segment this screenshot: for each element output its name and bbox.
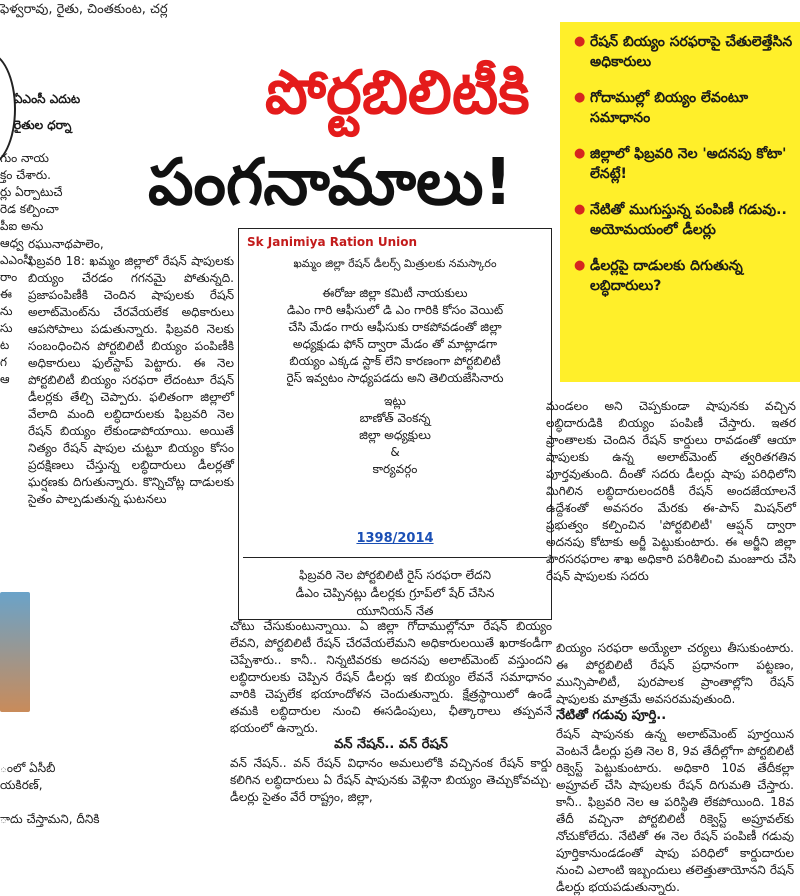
- side-story-frame: [0, 52, 16, 166]
- article-column-2-text: చోటు చేసుకుంటున్నాయి. ఏ జిల్లా గోదాముల్లోనూ రేషన్ బియ్యం లేవని, పోర్టబిలిటీ రేషన్ చేరవేయలేమని అధికారులయితే ఖరాకండీగా చెప్పేశారు.. కానీ.. నిన్నటివరకు అదనపు అలాట్‌మెంట్ వస్తుందని లబ్ధిదారులకు చెప్పిన రేషన్ డీలర్లు ఇక బియ్యం లేవనే సమాధానం వారికి చెప్పలేక భయాందోళన చెందుతున్నారు. క్షేత్రస్థాయిలో ఉండే తమకి లబ్ధిదారుల నుంచి ఈసడింపులు, ఛీత్కారాలు తప్పవనే భయంలో ఉన్నారు.: [230, 619, 552, 735]
- side-story-caption-line1: ఏఎంసీ ఎదుట: [14, 92, 81, 106]
- subheading-deadline: నేటితో గడువు పూర్తి..: [556, 708, 667, 723]
- highlight-item: ● డీలర్లపై దాడులకు దిగుతున్న లబ్ధిదారులు?: [574, 256, 794, 296]
- message-body: ఈరోజు జిల్లా కమిటీ నాయకులు డిఎం గారి ఆఫీసులో డి ఎం గారికి కోసం వెయిట్ చేసి మేడం గారు ఆఫీసుకు రాకపోవడంతో జిల్లా అధ్యక్షుడు ఫోన్ ద్వారా మేడం తో మాట్లాడగా బియ్యం ఎక్కడ స్టాక్ లేని కారణంగా పోర్టబిలిటీ రైస్ ఇవ్వటం సాధ్యపడదు అని తెలియజేసినారు: [286, 286, 504, 385]
- union-name: Sk Janimiya Ration Union: [247, 235, 418, 249]
- side-story-caption: [0, 62, 112, 158]
- message-caption: ఫిబ్రవరి నెల పోర్టబిలిటీ రైస్ సరఫరా లేదని డీఎం చెప్పినట్లు డీలర్లకు గ్రూప్‌లో షేర్ చేసిన యూనియన్ నేత: [243, 557, 547, 620]
- left-partial-column: గుం నాయ క్తం చేశారు. ర్లు ఏర్పాటుచే రెడ కల్పించా పీఐ అను ఆధ్వ ఎఎంసీ రాం ఈ ను సు ట గ ఆ: [0, 151, 63, 386]
- photo-partial: [0, 592, 30, 712]
- headline-line1: పోర్టబిలిటీకి: [265, 58, 530, 128]
- highlight-item: ● గోదాముల్లో బియ్యం లేవంటూ సమాధానం: [574, 88, 794, 128]
- side-story-caption-line2: రైతుల ధర్నా: [14, 118, 72, 132]
- message-signature: ఇట్లు బాణోత్ వెంకన్న జిల్లా అధ్యక్షులు & కార్యవర్గం: [359, 394, 431, 476]
- message-greeting: ఖమ్మం జిల్లా రేషన్ డీలర్స్ మిత్రులకు నమస్కారం: [293, 257, 497, 270]
- union-message-screenshot: [238, 228, 552, 620]
- article-column-3b: [556, 640, 794, 896]
- subheading-one-nation: వన్ నేషన్.. వన్ రేషన్: [334, 737, 448, 752]
- left-partial-column-bottom: ంలో ఏసీబీ యకిరణ్, ాదు చేస్తామని, దీనికి: [0, 761, 100, 826]
- headline-line2: పంగనామాలు!: [148, 146, 513, 220]
- union-registration-number: 1398/2014: [356, 531, 434, 546]
- highlights-list: [560, 22, 800, 296]
- article-column-3: మండలం అని చెప్పకుండా షాపునకు వచ్చిన లబ్ధిదారుడికి బియ్యం పంపిణీ చేస్తారు. ఇతర ప్రాంతాలకు చెందిన రేషన్ కార్డులు రావడంతో ఆయా షాపులకు ఉన్న అలాట్‌మెంట్ త్వరితగతిన పూర్తవుతుంది. దీంతో సదరు డీలర్లు షాపు పరిధిలోని మిగిలిన లబ్ధిదారులందరికీ రేషన్ అందజేయాలనే ఉద్దేశంతో అవసరం మేరకు ఈ-పాస్ మిషన్‌లో ప్రభుత్వం కల్పించిన 'పోర్టబిలిటీ' ఆప్షన్ ద్వారా అదనపు కోటాకు అర్జీ పెట్టుకుంటారు. ఈ అర్జీని జిల్లా పౌరసరఫరాల శాఖ అధికారి పరిశీలించి మంజూరు చేసి రేషన్ షాపులకు సదరు: [546, 399, 796, 583]
- top-partial-line: ఫెళ్వరావు, రైతు, చింతకుంట, చర్ల: [0, 2, 168, 17]
- article-column-3b-text: బియ్యం సరఫరా అయ్యేలా చర్యలు తీసుకుంటారు. ఈ పోర్టబిలిటీ రేషన్ ప్రధానంగా పట్టణం, మున్సిపాలిటీ, పురపాలక ప్రాంతాల్లోని రేషన్ షాపులకు మాత్రమే అవసరమవుతుంది.: [556, 641, 794, 706]
- article-column-3c-text: రేషన్ షాపునకు ఉన్న అలాట్‌మెంట్ పూర్తయిన వెంటనే డీలర్లు ప్రతి నెల 8, 9వ తేదీల్లోగా పోర్టబిలిటీ రిక్వెస్ట్ పెట్టుకుంటారు. అధికారి 10వ తేదీకల్లా అప్రూవల్ చేసి షాపులకు రేషన్ దిగుమతి చేస్తారు. కానీ.. ఫిబ్రవరి నెల ఆ పరిస్థితి లేకపోయింది. 18వ తేదీ వచ్చినా పోర్టబిలిటీ రిక్వెస్ట్ అప్రూవల్‌కు నోచుకోలేదు. నేటితో ఈ నెల రేషన్ పంపిణీ గడువు పూర్తికానుండడంతో షాపు పరిధిలో కార్డుదారుల నుంచి ఎలాంటి ఇబ్బందులు తలెత్తుతాయోనని రేషన్ డీలర్లు భయపడుతున్నారు.: [556, 727, 794, 894]
- article-column-1: రఘునాథపాలెం, ఫిబ్రవరి 18: ఖమ్మం జిల్లాలో రేషన్ షాపులకు బియ్యం చేరడం గగనమై పోతున్నది. ప్రజాపంపిణీకి చెందిన షాపులకు రేషన్ అలాట్‌మెంట్‌ను చేరవేయలేక అధికారులు ఆపసోపాలు పడుతున్నారు. ఫిబ్రవరి నెలకు సంబంధించిన పోర్టబిలిటీ బియ్యం పంపిణీకి అధికారులు ఫుల్‌స్టాప్ పెట్టారు. ఈ నెల పోర్టబిలిటీ బియ్యం సరఫరా లేదంటూ రేషన్ డీలర్లకు తేల్చి చెప్పారు. ఫలితంగా జిల్లాలో వేలాది మంది లబ్ధిదారులకు ఫిబ్రవరి నెల రేషన్ బియ్యం లేకుండాపోయాయి. అయితే నిత్యం రేషన్ షాపుల చుట్టూ బియ్యం కోసం ప్రదక్షిణలు చేస్తున్న లబ్ధిదారులు డీలర్లతో ఘర్షణకు దిగుతున్నారు. కొన్నిచోట్ల దాడులకు సైతం పాల్పడుతున్న ఘటనలు: [28, 237, 234, 506]
- highlight-item: ● జిల్లాలో ఫిబ్రవరి నెల 'అదనపు కోటా' లేనట్లే!: [574, 144, 794, 184]
- highlight-item: ● నేటితో ముగుస్తున్న పంపిణీ గడువు.. అయోమయంలో డీలర్లు: [574, 200, 794, 240]
- article-column-2-text-b: వన్ నేషన్.. వన్ రేషన్ విధానం అమలులోకి వచ్చినంక రేషన్ కార్డు కలిగిన లబ్ధిదారులు ఏ రేషన్ షాపునకు వెళ్లినా బియ్యం తెచ్చుకోవచ్చు. డీలర్లు సైతం వేరే రాష్ట్రం, జిల్లా,: [230, 756, 552, 804]
- article-column-2: [230, 618, 552, 806]
- highlights-box: [560, 22, 800, 382]
- highlight-item: ● రేషన్ బియ్యం సరఫరాపై చేతులెత్తేసిన అధికారులు: [574, 32, 794, 72]
